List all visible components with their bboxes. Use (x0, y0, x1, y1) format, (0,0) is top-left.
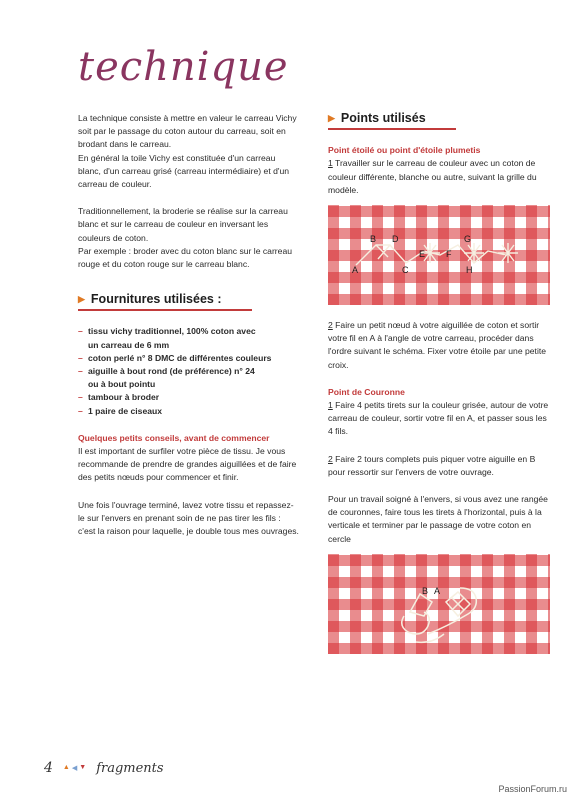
crown-label-a: A (434, 585, 441, 596)
star-stitch-heading: Point étoilé ou point d'étoile plumetis (328, 145, 481, 156)
page-number: 4 (44, 760, 53, 776)
list-item: – tissu vichy traditionnel, 100% coton avec (78, 326, 256, 337)
star-label-a: A (352, 265, 359, 276)
crown-stitch-heading: Point de Couronne (328, 386, 405, 397)
star-step-2: 2 Faire un petit nœud à votre aiguillée de coton et sortir votre fil en A à l'angle de votre carreau, procéder dans l'ordre suivant le schéma. Fixer votre étoile par une petite croix. (328, 320, 547, 370)
intro-paragraph-1: La technique consiste à mettre en valeur le carreau Vichy soit par le passage du coton autour du carreau, soit en brodant dans le carreau. (78, 113, 297, 150)
star-label-f: F (446, 249, 452, 260)
star-label-c: C (402, 265, 409, 276)
arrow-icon: ▶ (328, 113, 335, 123)
crown-paragraph: Pour un travail soigné à l'envers, si vous avez une rangée de couronnes, faire tous les tirets à l'horizontal, puis à la verticale et terminer par le passage de votre coton en cercle (328, 494, 548, 544)
footer (44, 760, 164, 776)
triangle-ornament-icon: ▲ ◀ ▼ (62, 764, 87, 772)
list-item: – tambour à broder (78, 392, 160, 403)
intro-paragraph-2: En général la toile Vichy est constituée d'un carreau blanc, d'un carreau grisé (carreau intermédiaire) et d'un carreau de couleur. (78, 152, 290, 190)
list-item: – 1 paire de ciseaux (78, 405, 163, 416)
brand-name: fragments (96, 760, 164, 776)
star-label-e: E (419, 249, 426, 260)
right-column (328, 112, 552, 654)
star-label-d: D (392, 234, 399, 245)
crown-label-b: B (422, 585, 429, 596)
list-item: ou à bout pointu (88, 379, 156, 390)
page-title: technique (78, 44, 289, 90)
crown-step-2: 2 Faire 2 tours complets puis piquer votre aiguille en B pour ressortir sur l'envers de votre ouvrage. (328, 453, 536, 477)
arrow-icon: ▶ (78, 294, 85, 305)
star-label-b: B (370, 234, 377, 245)
list-item: – aiguille à bout rond (de préférence) n° 24 (78, 366, 255, 377)
list-item: un carreau de 6 mm (88, 339, 170, 350)
star-label-h: H (466, 265, 473, 276)
star-stitch-illustration (328, 205, 550, 305)
supplies-heading (78, 293, 252, 311)
list-item: – coton perlé n° 8 DMC de différentes couleurs (78, 352, 272, 363)
left-column (78, 112, 300, 538)
tips-paragraph-1: Il est important de surfiler votre pièce de tissu. Je vous recommande de prendre de grandes aiguillées et de faire des petits nœuds pour commencer et finir. (78, 446, 297, 483)
intro-paragraph-3: Traditionnellement, la broderie se réalise sur la carreau blanc et sur le carreau de couleur en inversant les couleurs de coton. (78, 206, 288, 243)
star-label-g: G (464, 234, 472, 245)
crown-stitch-illustration (328, 554, 550, 654)
star-step-1: 1 Travailler sur le carreau de couleur avec un coton de couleur différente, blanche ou autre, suivant la grille du modèle. (328, 158, 537, 195)
watermark: PassionForum.ru (498, 784, 567, 794)
supplies-heading-text: Fournitures utilisées : (90, 292, 222, 307)
intro-paragraph-4: Par exemple : broder avec du coton blanc sur le carreau rouge et du coton rouge sur le carreau blanc. (78, 245, 293, 270)
tips-heading: Quelques petits conseils, avant de commencer (78, 432, 270, 443)
tips-paragraph-2: Une fois l'ouvrage terminé, lavez votre tissu et repassez-le sur l'envers en prenant soin de ne pas tirer les fils : c'est la raison pour laquelle, je double tous mes ouvrages. (78, 499, 299, 537)
crown-step-1: 1 Faire 4 petits tirets sur la couleur grisée, autour de votre carreau de couleur, sortir votre fil en A, et passer sous les 4 fils. (328, 400, 549, 437)
stitches-heading (328, 112, 456, 130)
supplies-list (78, 325, 300, 417)
stitches-heading-text: Points utilisés (340, 111, 426, 125)
